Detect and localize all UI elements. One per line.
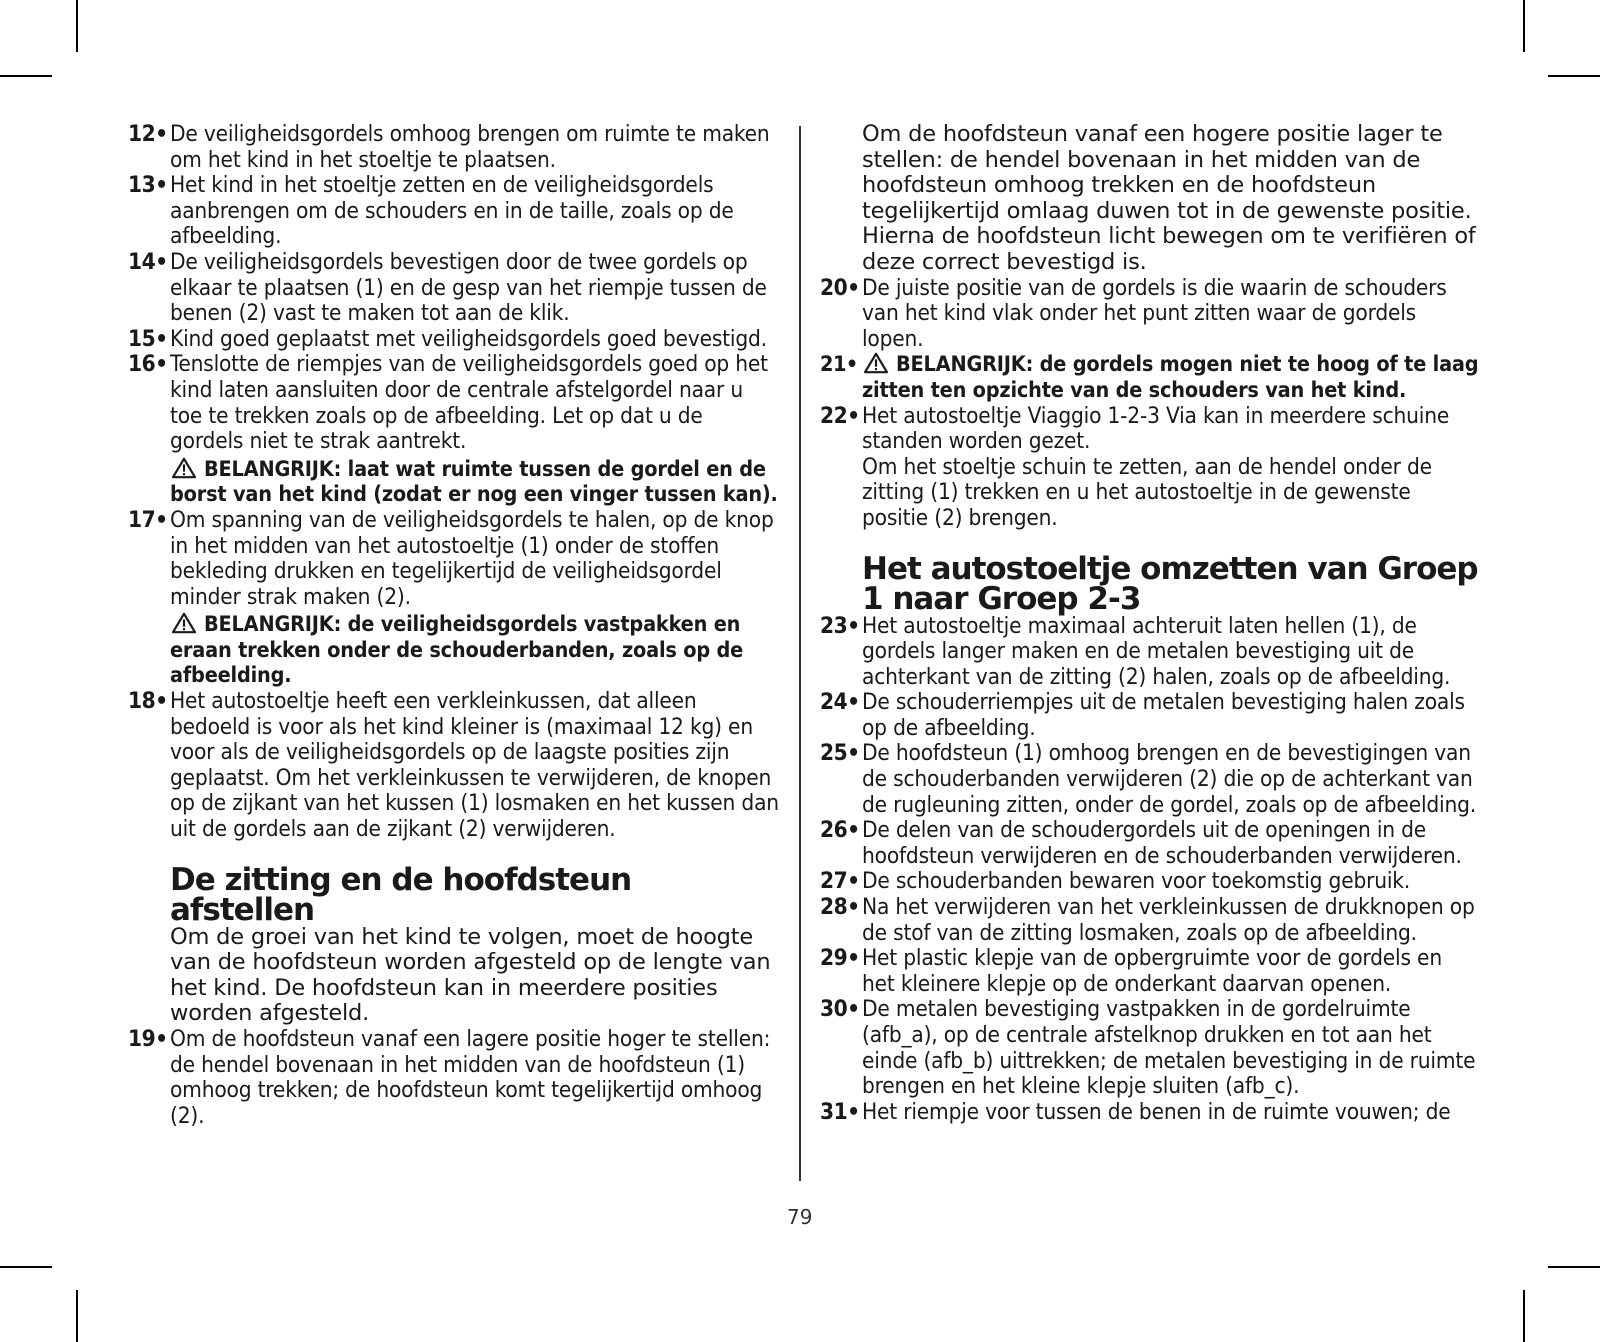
item-text: De delen van de schoudergordels uit de openingen in de hoofdsteun verwijderen en de schouderbanden verwijderen. (862, 817, 1462, 869)
section-heading: Het autostoeltje omzetten van Groep 1 naar Groep 2-3 (862, 550, 1478, 617)
crop-mark (1548, 75, 1600, 77)
item-number: 14• (128, 248, 168, 275)
crop-mark (0, 75, 52, 77)
item-number: 13• (128, 172, 168, 199)
section-heading: De zitting en de hoofdsteun afstellen (170, 861, 632, 928)
item-text: De metalen bevestiging vastpakken in de gordelruimte (afb_a), op de centrale afstelknop drukken en tot aan het einde (afb_b) uittrekken; de metalen bevestiging in de ruimte brengen en het kleine klepje sluiten (afb_c). (862, 996, 1476, 1100)
list-item (820, 818, 1480, 869)
item-number: 29• (820, 945, 860, 972)
warning-triangle-icon (170, 612, 198, 634)
warning-triangle-icon (170, 457, 198, 479)
warning-text: BELANGRIJK: laat wat ruimte tussen de gordel en de borst van het kind (zodat er nog een vinger tussen kan). (170, 456, 778, 508)
list-item (820, 690, 1480, 741)
list-item (128, 1027, 780, 1129)
item-text: Het autostoeltje Viaggio 1-2-3 Via kan in meerdere schuine standen worden gezet. (862, 402, 1450, 455)
list-item (820, 614, 1480, 691)
crop-mark (76, 0, 78, 52)
crop-mark (1523, 1290, 1525, 1342)
list-item (128, 689, 780, 843)
item-number: 18• (128, 688, 168, 715)
list-item (128, 352, 780, 508)
item-number: 16• (128, 351, 168, 378)
section-intro: Om de groei van het kind te volgen, moet de hoogte van de hoofdsteun worden afgesteld op de lengte van het kind. De hoofdsteun kan in meerdere posities worden afgesteld. (170, 923, 771, 1027)
item-number: 20• (820, 274, 860, 301)
item-text: De juiste positie van de gordels is die waarin de schouders van het kind vlak onder het punt zitten waar de gordels lopen. (862, 274, 1447, 352)
item-text: De hoofdsteun (1) omhoog brengen en de bevestigingen van de schouderbanden verwijderen (2) die op de achterkant van de rugleuning zitten, onder de gordel, zoals op de afbeelding. (862, 740, 1476, 818)
item-number: 26• (820, 817, 860, 844)
item-number: 21• (820, 352, 858, 378)
item-text: Het plastic klepje van de opbergruimte voor de gordels en het kleinere klepje op de onderkant daarvan openen. (862, 945, 1442, 997)
item-text: Het autostoeltje heeft een verkleinkussen, dat alleen bedoeld is voor als het kind kleiner is (maximaal 12 kg) en voor als de veiligheidsgordels op de laagste posities zijn geplaatst. Om het verkleinkussen te verwijderen, de knopen op de zijkant van het kussen (1) losmaken en het kussen dan uit de gordels aan de zijkant (2) verwijderen. (170, 688, 779, 843)
list-item (820, 946, 1480, 997)
item-text: Kind goed geplaatst met veiligheidsgordels goed bevestigd. (170, 325, 767, 352)
item-number: 15• (128, 325, 168, 352)
warning-text: BELANGRIJK: de veiligheidsgordels vastpakken en eraan trekken onder de schouderbanden, zoals op de afbeelding. (170, 612, 744, 689)
crop-mark (1523, 0, 1525, 52)
item-text: De schouderbanden bewaren voor toekomstig gebruik. (862, 868, 1411, 895)
warning-note (170, 457, 780, 508)
item-text: De veiligheidsgordels bevestigen door de twee gordels op elkaar te plaatsen (1) en de gesp van het riempje tussen de benen (2) vast te maken tot aan de klik. (170, 248, 767, 327)
crop-mark (76, 1290, 78, 1342)
item-text: De veiligheidsgordels omhoog brengen om ruimte te maken om het kind in het stoeltje te plaatsen. (170, 121, 770, 173)
item-number: 12• (128, 121, 168, 147)
item-number: 17• (128, 506, 168, 533)
list-item (820, 1100, 1480, 1126)
item-text: Om spanning van de veiligheidsgordels te halen, op de knop in het midden van het autostoeltje (1) onder de stoffen bekleding drukken en tegelijkertijd de veiligheidsgordel minder strak maken (2). (170, 506, 774, 610)
list-item (820, 895, 1480, 946)
item-text: Het riempje voor tussen de benen in de ruimte vouwen; de (862, 1098, 1451, 1125)
continuation-paragraph: Om de hoofdsteun vanaf een hogere positie lager te stellen: de hendel bovenaan in het midden van de hoofdsteun omhoog trekken en de hoofdsteun tegelijkertijd omlaag duwen tot in de gewenste positie. Hierna de hoofdsteun licht bewegen om te verifiëren of deze correct bevestigd is. (862, 121, 1476, 275)
item-text: Het autostoeltje maximaal achteruit laten hellen (1), de gordels langer maken en de metalen bevestiging uit de achterkant van de zitting (2) halen, zoals op de afbeelding. (862, 612, 1451, 690)
crop-mark (0, 1266, 52, 1268)
item-number: 19• (128, 1026, 168, 1052)
item-number: 24• (820, 689, 860, 716)
item-number: 27• (820, 868, 860, 895)
list-item (820, 869, 1480, 895)
warning-triangle-icon (862, 352, 890, 374)
column-divider (799, 126, 801, 1181)
item-number: 25• (820, 740, 860, 767)
item-text: De schouderriempjes uit de metalen bevestiging halen zoals op de afbeelding. (862, 689, 1465, 741)
list-item (128, 173, 780, 250)
list-item (820, 404, 1480, 532)
right-column (820, 122, 1480, 1125)
item-text: Om de hoofdsteun vanaf een lagere positie hoger te stellen: de hendel bovenaan in het midden van de hoofdsteun (1) omhoog trekken; de hoofdsteun komt tegelijkertijd omhoog (2). (170, 1026, 771, 1129)
item-number: 22• (820, 402, 860, 429)
crop-mark (1548, 1266, 1600, 1268)
item-number: 31• (820, 1098, 860, 1125)
list-item (128, 508, 780, 689)
item-text: Na het verwijderen van het verkleinkussen de drukknopen op de stof van de zitting losmaken, zoals op de afbeelding. (862, 894, 1475, 946)
list-item (820, 741, 1480, 818)
list-item (128, 250, 780, 327)
list-item (820, 352, 1480, 403)
list-item (128, 327, 780, 353)
list-item (820, 997, 1480, 1099)
item-text-continued: Om het stoeltje schuin te zetten, aan de hendel onder de zitting (1) trekken en u het autostoeltje in de gewenste positie (2) brengen. (862, 453, 1432, 531)
left-column (128, 122, 780, 1129)
list-item (128, 122, 780, 173)
page-number: 79 (787, 1205, 813, 1229)
warning-note (170, 612, 780, 689)
warning-text: BELANGRIJK: de gordels mogen niet te hoog of te laag zitten ten opzichte van de schouders van het kind. (862, 352, 1479, 403)
item-text: Tenslotte de riempjes van de veiligheidsgordels goed op het kind laten aansluiten door de centrale afstelgordel naar u toe te trekken zoals op de afbeelding. Let op dat u de gordels niet te strak aantrekt. (170, 351, 768, 455)
list-item (820, 276, 1480, 353)
item-text: Het kind in het stoeltje zetten en de veiligheidsgordels aanbrengen om de schouders en in de taille, zoals op de afbeelding. (170, 172, 734, 250)
item-number: 30• (820, 996, 860, 1023)
item-number: 28• (820, 894, 860, 921)
item-number: 23• (820, 612, 860, 639)
